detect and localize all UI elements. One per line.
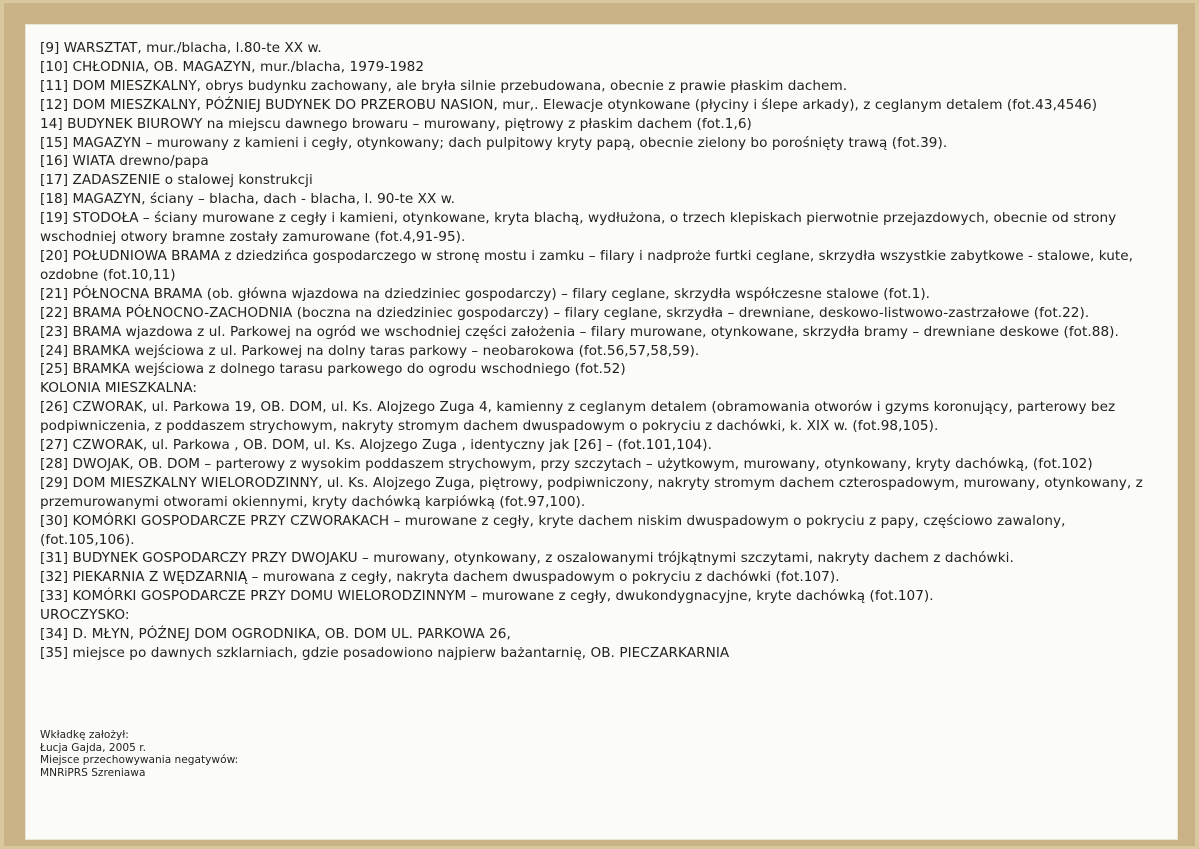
footer-author-label: Wkładkę założył:	[40, 729, 129, 741]
document-card	[26, 25, 1177, 839]
footer-storage-label: Miejsce przechowywania negatywów:	[40, 754, 239, 767]
entry-29: [29] DOM MIESZKALNY WIELORODZINNY, ul. Ks. Alojzego Zuga, piętrowy, podpiwniczony, nakryty stromym dachem czterospadowym, murowany, otynkowany, z przemurowanymi otworami okiennymi, kryty dachówką karpiówką (fot.97,100).	[40, 474, 1143, 510]
entry-18: [18] MAGAZYN, ściany – blacha, dach - blacha, l. 90-te XX w.	[40, 191, 455, 208]
entry-22: [22] BRAMA PÓŁNOCNO-ZACHODNIA (boczna na dziedziniec gospodarczy) – filary ceglane, skrzydła – drewniane, deskowo-listwowo-zastrzałowe (fot.22).	[40, 304, 1090, 321]
entry-12: [12] DOM MIESZKALNY, PÓŹNIEJ BUDYNEK DO PRZEROBU NASION, mur,. Elewacje otynkowane (płyciny i ślepe arkady), z ceglanym detalem (fot.43,4546)	[40, 96, 1098, 113]
entry-30: [30] KOMÓRKI GOSPODARCZE PRZY CZWORAKACH – murowane z cegły, kryte dachem niskim dwuspadowym o pokryciu z papy, częściowo zawalony, (fot.105,106).	[40, 512, 1066, 548]
entry-33: [33] KOMÓRKI GOSPODARCZE PRZY DOMU WIELORODZINNYM – murowane z cegły, dwukondygnacyjne, kryte dachówką (fot.107).	[40, 588, 934, 605]
footer-storage-place: MNRiPRS Szreniawa	[40, 767, 146, 780]
entry-21: [21] PÓŁNOCNA BRAMA (ob. główna wjazdowa na dziedziniec gospodarczy) – filary ceglane, skrzydła współczesne stalowe (fot.1).	[40, 285, 931, 302]
entry-9: [9] WARSZTAT, mur./blacha, l.80-te XX w.	[40, 40, 322, 56]
entry-28: [28] DWOJAK, OB. DOM – parterowy z wysokim poddaszem strychowym, przy szczytach – użytkowym, murowany, otynkowany, kryty dachówką, (fot.102)	[40, 455, 1093, 472]
entry-17: [17] ZADASZENIE o stalowej konstrukcji	[40, 172, 313, 189]
entry-32: [32] PIEKARNIA Z WĘDZARNIĄ – murowana z cegły, nakryta dachem dwuspadowym o pokryciu z dachówki (fot.107).	[40, 569, 840, 586]
footer-author-name: Łucja Gajda, 2005 r.	[40, 741, 146, 754]
author-footer	[40, 729, 440, 780]
entry-20: [20] POŁUDNIOWA BRAMA z dziedzińca gospodarczego w stronę mostu i zamku – filary i nadproże furtki ceglane, skrzydła wszystkie zabytkowe - stalowe, kute, ozdobne (fot.10,11)	[40, 247, 1134, 283]
entry-23: [23] BRAMA wjazdowa z ul. Parkowej na ogród we wschodniej części założenia – filary murowane, otynkowane, skrzydła bramy – drewniane deskowe (fot.88).	[40, 323, 1119, 340]
entry-10: [10] CHŁODNIA, OB. MAGAZYN, mur./blacha, 1979-1982	[40, 58, 425, 75]
building-list	[40, 39, 1152, 663]
entry-19: [19] STODOŁA – ściany murowane z cegły i kamieni, otynkowane, kryta blachą, wydłużona, o trzech klepiskach pierwotnie przejazdowych, obecnie od strony wschodniej otwory bramne zostały zamurowane (fot.4,91-95).	[40, 210, 1117, 246]
card-mount	[4, 3, 1195, 846]
entry-16: [16] WIATA drewno/papa	[40, 153, 209, 170]
entry-24: [24] BRAMKA wejściowa z ul. Parkowej na dolny taras parkowy – neobarokowa (fot.56,57,58,59).	[40, 342, 700, 359]
entry-11: [11] DOM MIESZKALNY, obrys budynku zachowany, ale bryła silnie przebudowana, obecnie z prawie płaskim dachem.	[40, 77, 848, 94]
entry-34: [34] D. MŁYN, PÓŹNEJ DOM OGRODNIKA, OB. DOM UL. PARKOWA 26,	[40, 626, 511, 643]
entry-15: [15] MAGAZYN – murowany z kamieni i cegły, otynkowany; dach pulpitowy kryty papą, obecnie zielony bo porośnięty trawą (fot.39).	[40, 134, 948, 151]
entry-35: [35] miejsce po dawnych szklarniach, gdzie posadowiono najpierw bażantarnię, OB. PIECZARKARNIA	[40, 645, 730, 661]
entry-25: [25] BRAMKA wejściowa z dolnego tarasu parkowego do ogrodu wschodniego (fot.52)	[40, 361, 626, 378]
section-heading-kolonia: KOLONIA MIESZKALNA:	[40, 380, 198, 397]
entry-26: [26] CZWORAK, ul. Parkowa 19, OB. DOM, ul. Ks. Alojzego Zuga 4, kamienny z ceglanym detalem (obramowania otworów i gzyms koronujący, parterowy bez podpiwniczenia, z poddaszem strychowym, nakryty stromym dachem dwuspadowym o pokryciu z dachówki, k. XIX w. (fot.98,105).	[40, 399, 1116, 435]
entry-14: 14] BUDYNEK BIUROWY na miejscu dawnego browaru – murowany, piętrowy z płaskim dachem (fot.1,6)	[40, 115, 752, 132]
entry-31: [31] BUDYNEK GOSPODARCZY PRZY DWOJAKU – murowany, otynkowany, z oszalowanymi trójkątnymi szczytami, nakryty dachem z dachówki.	[40, 550, 1014, 567]
section-heading-uroczysko: UROCZYSKO:	[40, 607, 130, 624]
entry-27: [27] CZWORAK, ul. Parkowa , OB. DOM, ul. Ks. Alojzego Zuga , identyczny jak [26] – (fot.101,104).	[40, 437, 712, 454]
